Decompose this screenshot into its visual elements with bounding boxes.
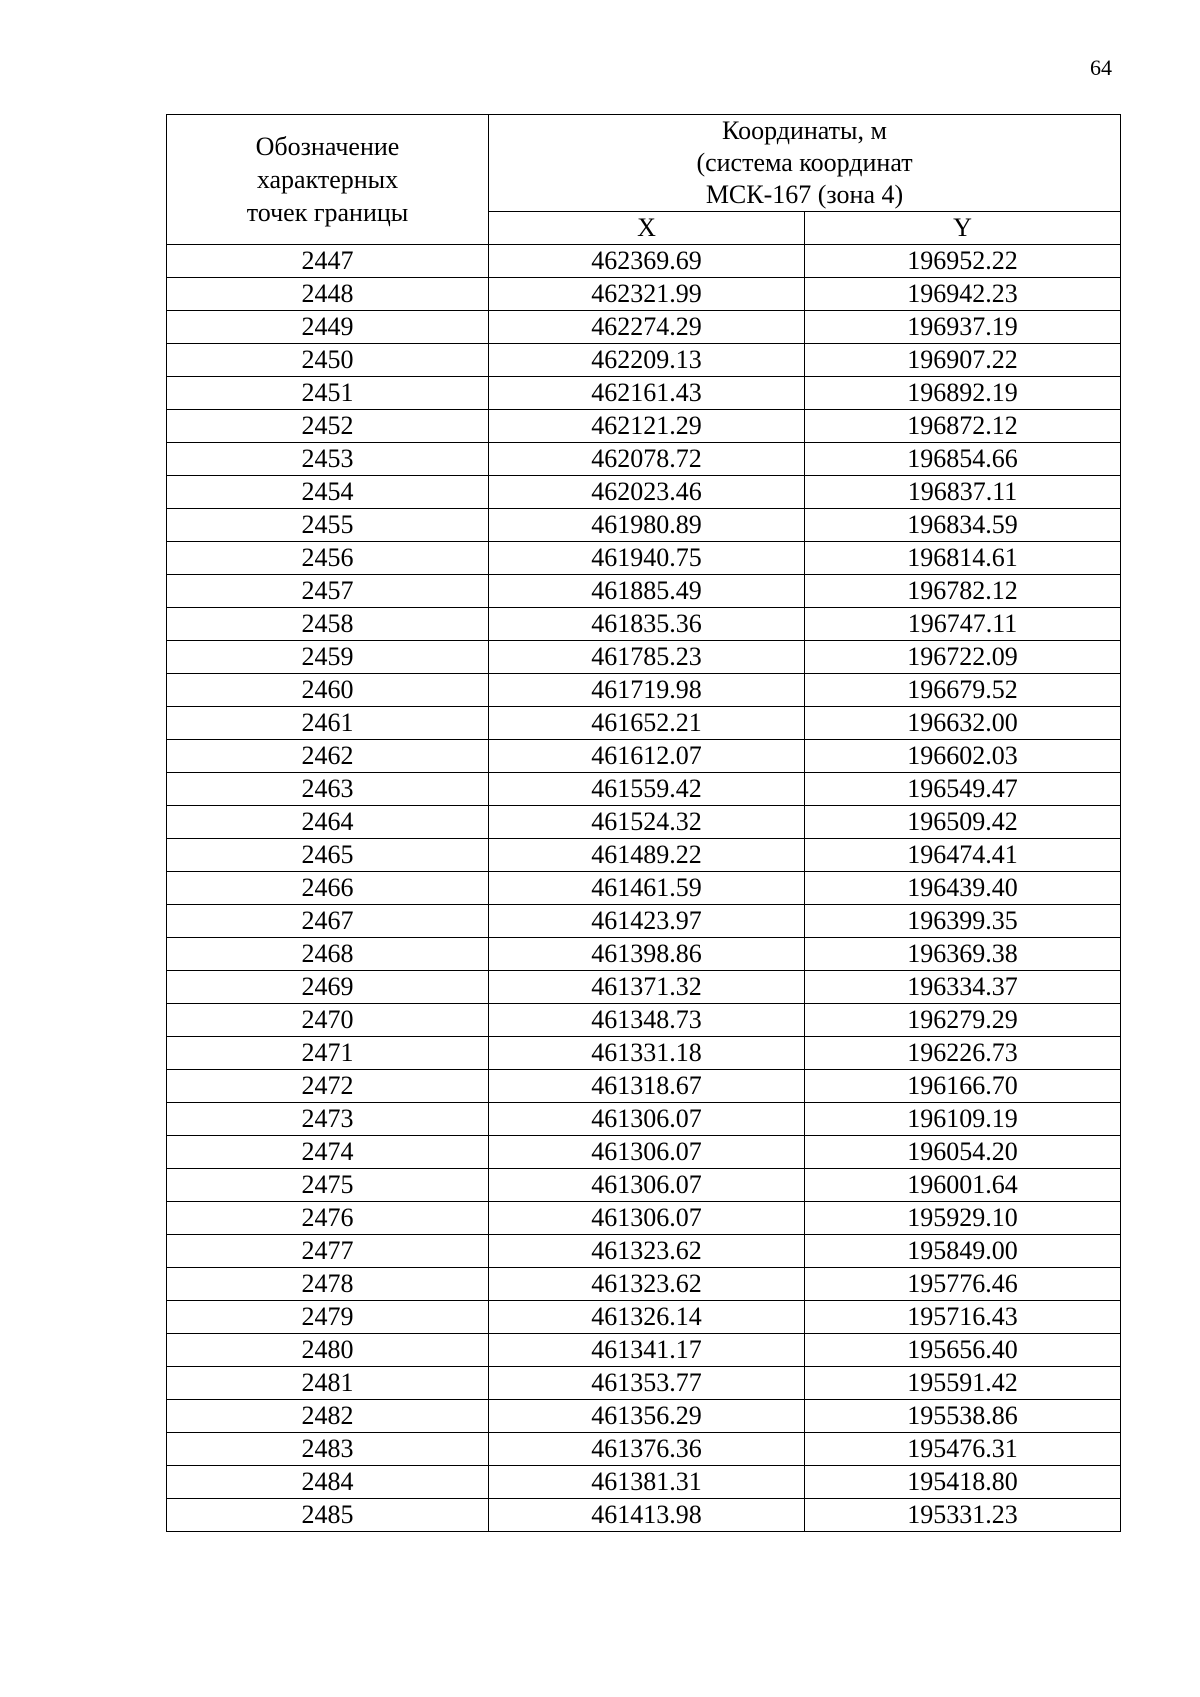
table-row <box>167 311 1121 344</box>
point-id-cell: 2476 <box>167 1202 489 1235</box>
table-row <box>167 410 1121 443</box>
x-coordinate-cell: 461719.98 <box>489 674 805 707</box>
coordinates-group-header <box>489 115 1121 212</box>
point-id-cell: 2449 <box>167 311 489 344</box>
point-id-cell: 2471 <box>167 1037 489 1070</box>
table-row <box>167 1433 1121 1466</box>
y-coordinate-cell: 196001.64 <box>805 1169 1121 1202</box>
y-coordinate-cell: 196509.42 <box>805 806 1121 839</box>
table-row <box>167 872 1121 905</box>
table-row <box>167 1400 1121 1433</box>
point-id-cell: 2469 <box>167 971 489 1004</box>
table-row <box>167 971 1121 1004</box>
y-coordinate-cell: 196632.00 <box>805 707 1121 740</box>
point-id-cell: 2457 <box>167 575 489 608</box>
x-coordinate-cell: 461306.07 <box>489 1202 805 1235</box>
table-row <box>167 1499 1121 1532</box>
point-id-cell: 2472 <box>167 1070 489 1103</box>
x-coordinate-cell: 461398.86 <box>489 938 805 971</box>
table-row <box>167 1334 1121 1367</box>
y-coordinate-cell: 196814.61 <box>805 542 1121 575</box>
x-coordinate-cell: 462121.29 <box>489 410 805 443</box>
header-row-top <box>167 115 1121 212</box>
x-coordinate-cell: 462274.29 <box>489 311 805 344</box>
x-coordinate-cell: 461423.97 <box>489 905 805 938</box>
y-coordinate-cell: 196722.09 <box>805 641 1121 674</box>
point-id-cell: 2474 <box>167 1136 489 1169</box>
table-row <box>167 707 1121 740</box>
y-coordinate-cell: 196399.35 <box>805 905 1121 938</box>
x-coordinate-cell: 461652.21 <box>489 707 805 740</box>
table-header <box>167 115 1121 245</box>
point-designation-header <box>167 115 489 245</box>
y-coordinate-cell: 195476.31 <box>805 1433 1121 1466</box>
table-row <box>167 1169 1121 1202</box>
x-coordinate-cell: 461326.14 <box>489 1301 805 1334</box>
y-coordinate-cell: 196834.59 <box>805 509 1121 542</box>
y-coordinate-cell: 195929.10 <box>805 1202 1121 1235</box>
x-coordinate-cell: 461376.36 <box>489 1433 805 1466</box>
table-row <box>167 1268 1121 1301</box>
y-coordinate-cell: 196907.22 <box>805 344 1121 377</box>
table-row <box>167 1466 1121 1499</box>
table-row <box>167 1202 1121 1235</box>
y-coordinate-cell: 196439.40 <box>805 872 1121 905</box>
x-coordinate-cell: 461612.07 <box>489 740 805 773</box>
x-coordinate-cell: 461306.07 <box>489 1103 805 1136</box>
x-coordinate-cell: 461341.17 <box>489 1334 805 1367</box>
x-column-header: X <box>489 212 805 245</box>
point-header-line: Обозначение <box>255 132 400 161</box>
y-coordinate-cell: 196054.20 <box>805 1136 1121 1169</box>
table-row <box>167 1367 1121 1400</box>
table-body <box>167 245 1121 1532</box>
y-coordinate-cell: 195331.23 <box>805 1499 1121 1532</box>
y-coordinate-cell: 196679.52 <box>805 674 1121 707</box>
y-coordinate-cell: 195538.86 <box>805 1400 1121 1433</box>
point-id-cell: 2461 <box>167 707 489 740</box>
table-row <box>167 1136 1121 1169</box>
x-coordinate-cell: 461353.77 <box>489 1367 805 1400</box>
y-coordinate-cell: 196549.47 <box>805 773 1121 806</box>
y-coordinate-cell: 196837.11 <box>805 476 1121 509</box>
x-coordinate-cell: 461940.75 <box>489 542 805 575</box>
point-id-cell: 2453 <box>167 443 489 476</box>
point-id-cell: 2459 <box>167 641 489 674</box>
point-id-cell: 2466 <box>167 872 489 905</box>
table-row <box>167 443 1121 476</box>
table-row <box>167 1037 1121 1070</box>
x-coordinate-cell: 461306.07 <box>489 1136 805 1169</box>
point-id-cell: 2454 <box>167 476 489 509</box>
point-id-cell: 2468 <box>167 938 489 971</box>
x-coordinate-cell: 461885.49 <box>489 575 805 608</box>
page-number: 64 <box>1090 55 1112 80</box>
x-coordinate-cell: 461524.32 <box>489 806 805 839</box>
point-id-cell: 2456 <box>167 542 489 575</box>
x-coordinate-cell: 461489.22 <box>489 839 805 872</box>
x-coordinate-cell: 461559.42 <box>489 773 805 806</box>
point-id-cell: 2464 <box>167 806 489 839</box>
table-row <box>167 476 1121 509</box>
y-coordinate-cell: 195849.00 <box>805 1235 1121 1268</box>
x-coordinate-cell: 461331.18 <box>489 1037 805 1070</box>
x-coordinate-cell: 461306.07 <box>489 1169 805 1202</box>
x-coordinate-cell: 462161.43 <box>489 377 805 410</box>
table-row <box>167 344 1121 377</box>
point-id-cell: 2455 <box>167 509 489 542</box>
y-coordinate-cell: 196892.19 <box>805 377 1121 410</box>
x-coordinate-cell: 461318.67 <box>489 1070 805 1103</box>
y-column-header: Y <box>805 212 1121 245</box>
y-coordinate-cell: 196602.03 <box>805 740 1121 773</box>
coords-header-line: Координаты, м <box>722 116 887 145</box>
point-id-cell: 2448 <box>167 278 489 311</box>
y-coordinate-cell: 196854.66 <box>805 443 1121 476</box>
point-id-cell: 2477 <box>167 1235 489 1268</box>
coords-header-line: МСК-167 (зона 4) <box>705 180 904 209</box>
y-coordinate-cell: 195656.40 <box>805 1334 1121 1367</box>
y-coordinate-cell: 196109.19 <box>805 1103 1121 1136</box>
y-coordinate-cell: 195418.80 <box>805 1466 1121 1499</box>
point-id-cell: 2478 <box>167 1268 489 1301</box>
table-row <box>167 608 1121 641</box>
point-id-cell: 2484 <box>167 1466 489 1499</box>
point-id-cell: 2452 <box>167 410 489 443</box>
point-id-cell: 2458 <box>167 608 489 641</box>
point-id-cell: 2482 <box>167 1400 489 1433</box>
point-id-cell: 2465 <box>167 839 489 872</box>
y-coordinate-cell: 195776.46 <box>805 1268 1121 1301</box>
table-row <box>167 377 1121 410</box>
y-coordinate-cell: 196279.29 <box>805 1004 1121 1037</box>
table-row <box>167 806 1121 839</box>
table-row <box>167 1103 1121 1136</box>
point-id-cell: 2450 <box>167 344 489 377</box>
x-coordinate-cell: 461413.98 <box>489 1499 805 1532</box>
point-id-cell: 2483 <box>167 1433 489 1466</box>
table-row <box>167 674 1121 707</box>
point-id-cell: 2451 <box>167 377 489 410</box>
x-coordinate-cell: 461323.62 <box>489 1268 805 1301</box>
x-coordinate-cell: 461323.62 <box>489 1235 805 1268</box>
x-coordinate-cell: 461371.32 <box>489 971 805 1004</box>
y-coordinate-cell: 196166.70 <box>805 1070 1121 1103</box>
table-row <box>167 245 1121 278</box>
x-coordinate-cell: 462078.72 <box>489 443 805 476</box>
point-id-cell: 2481 <box>167 1367 489 1400</box>
point-id-cell: 2460 <box>167 674 489 707</box>
point-header-line: характерных <box>256 165 399 194</box>
table-row <box>167 1004 1121 1037</box>
x-coordinate-cell: 461461.59 <box>489 872 805 905</box>
table-row <box>167 509 1121 542</box>
y-coordinate-cell: 196942.23 <box>805 278 1121 311</box>
x-coordinate-cell: 462369.69 <box>489 245 805 278</box>
point-id-cell: 2475 <box>167 1169 489 1202</box>
x-coordinate-cell: 462209.13 <box>489 344 805 377</box>
point-id-cell: 2462 <box>167 740 489 773</box>
table-row <box>167 839 1121 872</box>
point-id-cell: 2485 <box>167 1499 489 1532</box>
y-coordinate-cell: 196782.12 <box>805 575 1121 608</box>
x-coordinate-cell: 461835.36 <box>489 608 805 641</box>
x-coordinate-cell: 462321.99 <box>489 278 805 311</box>
y-coordinate-cell: 196952.22 <box>805 245 1121 278</box>
x-coordinate-cell: 461348.73 <box>489 1004 805 1037</box>
point-id-cell: 2467 <box>167 905 489 938</box>
table-row <box>167 905 1121 938</box>
y-coordinate-cell: 196226.73 <box>805 1037 1121 1070</box>
table-row <box>167 740 1121 773</box>
y-coordinate-cell: 195591.42 <box>805 1367 1121 1400</box>
table-row <box>167 542 1121 575</box>
table-row <box>167 575 1121 608</box>
point-header-line: точек границы <box>246 198 409 227</box>
point-id-cell: 2447 <box>167 245 489 278</box>
table-row <box>167 773 1121 806</box>
y-coordinate-cell: 196747.11 <box>805 608 1121 641</box>
y-coordinate-cell: 196474.41 <box>805 839 1121 872</box>
table-row <box>167 1235 1121 1268</box>
coords-header-line: (система координат <box>696 148 913 177</box>
boundary-coordinates-table <box>166 114 1121 1532</box>
table-row <box>167 1301 1121 1334</box>
x-coordinate-cell: 461980.89 <box>489 509 805 542</box>
y-coordinate-cell: 196937.19 <box>805 311 1121 344</box>
point-id-cell: 2470 <box>167 1004 489 1037</box>
x-coordinate-cell: 461356.29 <box>489 1400 805 1433</box>
point-id-cell: 2473 <box>167 1103 489 1136</box>
y-coordinate-cell: 195716.43 <box>805 1301 1121 1334</box>
y-coordinate-cell: 196334.37 <box>805 971 1121 1004</box>
table-row <box>167 1070 1121 1103</box>
point-id-cell: 2480 <box>167 1334 489 1367</box>
table-row <box>167 641 1121 674</box>
x-coordinate-cell: 461381.31 <box>489 1466 805 1499</box>
y-coordinate-cell: 196369.38 <box>805 938 1121 971</box>
point-id-cell: 2479 <box>167 1301 489 1334</box>
point-id-cell: 2463 <box>167 773 489 806</box>
x-coordinate-cell: 462023.46 <box>489 476 805 509</box>
x-coordinate-cell: 461785.23 <box>489 641 805 674</box>
table-row <box>167 278 1121 311</box>
y-coordinate-cell: 196872.12 <box>805 410 1121 443</box>
table-row <box>167 938 1121 971</box>
